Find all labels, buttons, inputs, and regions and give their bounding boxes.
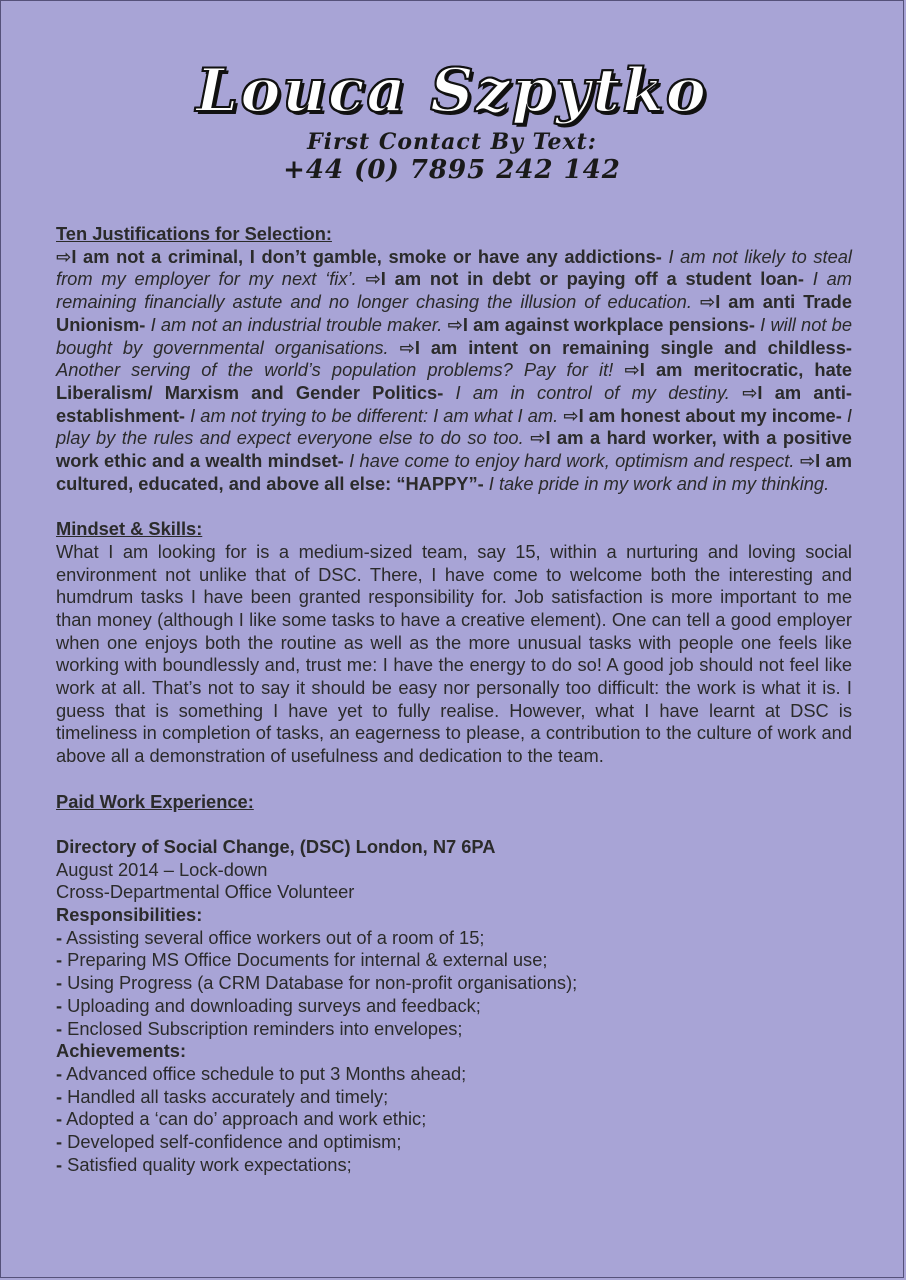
bullet-dash: - — [56, 1108, 63, 1130]
achievement-item-text: Advanced office schedule to put 3 Months ahead; — [62, 1062, 467, 1084]
justification-point: I am anti Trade Unionism- — [56, 291, 852, 335]
arrow-icon: ⇨ — [365, 268, 381, 290]
bullet-dash: - — [56, 994, 63, 1016]
responsibility-item — [56, 949, 852, 972]
justification-explanation: I am remaining financially astute and no longer chasing the illusion of education. — [56, 268, 852, 313]
job-role: Cross-Departmental Office Volunteer — [56, 881, 355, 903]
employment-dates: August 2014 – Lock-down — [56, 858, 268, 880]
achievements-list — [56, 1063, 852, 1177]
achievement-item-text: Satisfied quality work expectations; — [62, 1153, 352, 1175]
justification-point: I am intent on remaining single and childless- — [414, 336, 852, 358]
justification-point: I am cultured, educated, and above all else: “HAPPY”- — [56, 450, 852, 494]
cv-content — [56, 223, 852, 1176]
bullet-dash: - — [56, 1085, 63, 1107]
justification-explanation: Another serving of the world’s population problems? Pay for it! — [56, 359, 614, 381]
experience-heading: Paid Work Experience: — [56, 790, 254, 812]
responsibilities-list — [56, 927, 852, 1041]
responsibility-item — [56, 1018, 852, 1041]
arrow-icon: ⇨ — [530, 427, 546, 449]
bullet-dash: - — [56, 1153, 63, 1175]
candidate-name: Louca Szpytko — [196, 56, 708, 126]
arrow-icon: ⇨ — [624, 359, 640, 381]
arrow-icon: ⇨ — [399, 336, 415, 358]
employer-name: Directory of Social Change, (DSC) London, N7 6PA — [56, 835, 496, 857]
justification-point: I am a hard worker, with a positive work ethic and a wealth mindset- — [56, 427, 852, 472]
mindset-heading: Mindset & Skills: — [56, 518, 203, 540]
achievement-item-text: Adopted a ‘can do’ approach and work ethic; — [62, 1108, 427, 1130]
bullet-dash: - — [56, 926, 63, 948]
justification-explanation: I play by the rules and expect everyone else to do so too. — [56, 404, 852, 449]
achievement-item-text: Handled all tasks accurately and timely; — [62, 1085, 389, 1107]
responsibilities-heading: Responsibilities: — [56, 904, 203, 926]
justification-explanation: I take pride in my work and in my thinking. — [483, 472, 830, 494]
justification-explanation: I am not trying to be different: I am what I am. — [185, 404, 559, 426]
responsibility-item — [56, 927, 852, 950]
mindset-paragraph: What I am looking for is a medium-sized team, say 15, within a nurturing and loving social environment not unlike that of DSC. There, I have come to welcome both the interesting and humdrum tasks I have been granted responsibility for. Job satisfaction is more important to me than money (although I like some tasks to have a creative element). One can tell a good employer when one enjoys both the routine as well as the more unusual tasks with people one feels like working with boundlessly and, trust me: I have the energy to do so! A good job should not feel like work at all. That’s not to say it should be easy nor personally too difficult: the work is what it is. I guess that is something I have yet to fully realise. However, what I have learnt at DSC is timeliness in completion of tasks, an eagerness to please, a contribution to the culture of work and above all a demonstration of usefulness and dedication to the team. — [56, 540, 852, 767]
justification-explanation: I will not be bought by governmental organisations. — [56, 313, 852, 358]
justifications-heading: Ten Justifications for Selection: — [56, 223, 332, 244]
responsibility-item-text: Enclosed Subscription reminders into envelopes; — [62, 1017, 463, 1039]
justification-explanation: I have come to enjoy hard work, optimism and respect. — [343, 450, 795, 472]
justification-point: I am anti-establishment- — [56, 381, 852, 426]
justification-point: I am honest about my income- — [578, 404, 842, 426]
responsibility-item-text: Uploading and downloading surveys and feedback; — [62, 994, 481, 1016]
justification-explanation: I am not likely to steal from my employer for my next ‘fix’. — [56, 245, 852, 290]
responsibility-item-text: Assisting several office workers out of a room of 15; — [62, 926, 485, 948]
achievements-heading: Achievements: — [56, 1040, 187, 1062]
achievement-item — [56, 1086, 852, 1109]
arrow-icon: ⇨ — [742, 381, 758, 403]
achievement-item-text: Developed self-confidence and optimism; — [62, 1131, 402, 1153]
bullet-dash: - — [56, 1131, 63, 1153]
justification-explanation: I am not an industrial trouble maker. — [145, 313, 443, 335]
arrow-icon: ⇨ — [799, 450, 816, 472]
arrow-icon: ⇨ — [563, 404, 579, 426]
contact-label: First Contact By Text: — [307, 129, 597, 155]
cv-header — [1, 1, 903, 185]
achievement-item — [56, 1131, 852, 1154]
responsibility-item-text: Preparing MS Office Documents for internal & external use; — [62, 949, 548, 971]
bullet-dash: - — [56, 1017, 63, 1039]
justification-explanation: I am in control of my destiny. — [443, 381, 730, 403]
arrow-icon: ⇨ — [699, 291, 716, 313]
achievement-item — [56, 1063, 852, 1086]
arrow-icon: ⇨ — [447, 313, 463, 335]
justification-point: I am not a criminal, I don’t gamble, smoke or have any addictions- — [71, 245, 662, 267]
achievement-item — [56, 1154, 852, 1177]
responsibility-item — [56, 972, 852, 995]
justification-point: I am not in debt or paying off a student loan- — [380, 268, 804, 290]
contact-phone[interactable]: +44 (0) 7895 242 142 — [283, 155, 621, 185]
justification-point: I am meritocratic, hate Liberalism/ Marxism and Gender Politics- — [56, 359, 853, 403]
responsibility-item — [56, 995, 852, 1018]
bullet-dash: - — [56, 1062, 63, 1084]
justification-point: I am against workplace pensions- — [462, 313, 755, 335]
bullet-dash: - — [56, 972, 63, 994]
arrow-icon: ⇨ — [56, 245, 72, 267]
achievement-item — [56, 1108, 852, 1131]
responsibility-item-text: Using Progress (a CRM Database for non-profit organisations); — [62, 972, 578, 994]
justifications-paragraph — [56, 246, 852, 496]
bullet-dash: - — [56, 949, 63, 971]
